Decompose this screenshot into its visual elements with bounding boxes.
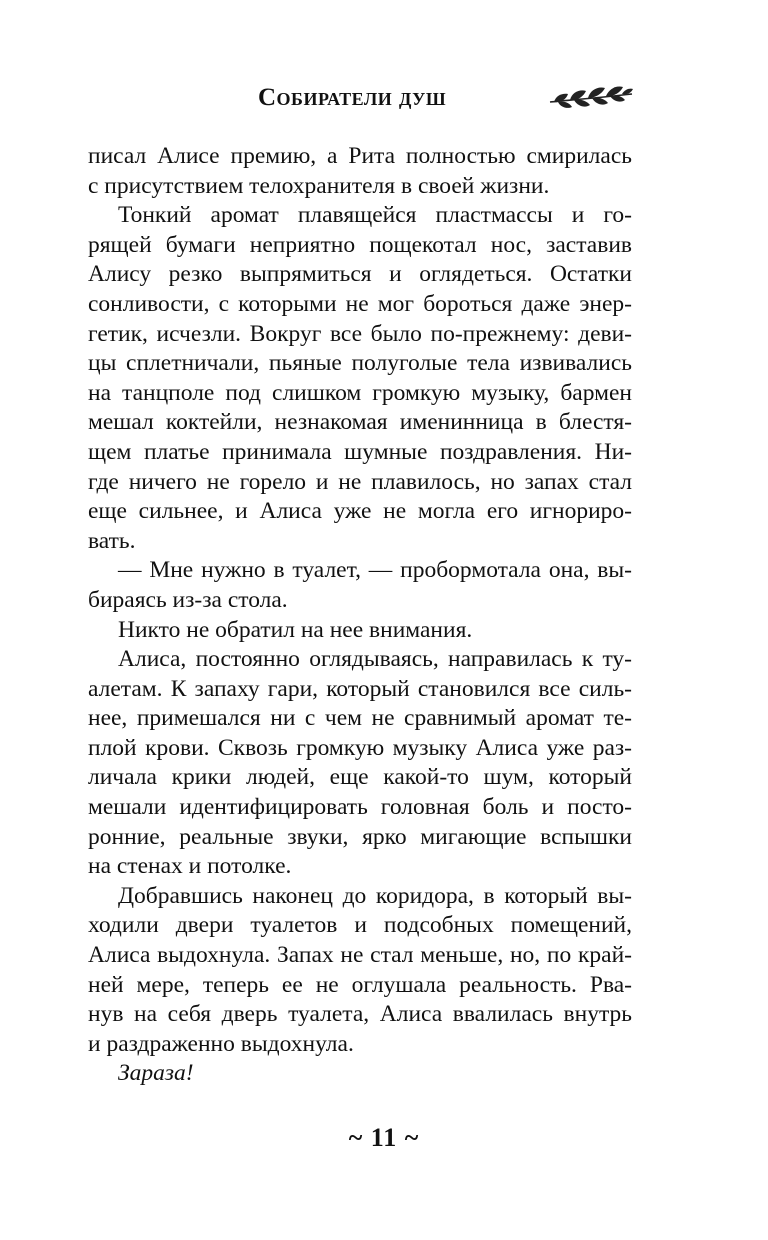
leaf-branch-icon [548,82,634,116]
text-line: на стенах и потолке. [88,853,292,880]
body-text [88,142,632,1089]
text-line: Добравшись наконец до коридора, в который вы- [118,882,632,909]
text-line: Алиса выдохнула. Запах не стал меньше, но, по край- [88,942,632,969]
text-line: с присутствием телохранителя в своей жизни. [88,172,550,199]
text-line: — Мне нужно в туалет, — пробормотала она, вы- [118,557,632,584]
text-line: нув на себя дверь туалета, Алиса ввалилась внутрь [88,1001,632,1028]
text-line: вать. [88,527,136,554]
text-line: рящей бумаги неприятно пощекотал нос, заставив [88,231,632,258]
text-line: гетик, исчезли. Вокруг все было по-прежнему: деви- [88,320,632,347]
text-line: Алису резко выпрямиться и оглядеться. Остатки [88,261,632,288]
text-line: и раздраженно выдохнула. [88,1030,354,1057]
page-number: ~ 11 ~ [348,1123,420,1152]
text-line: личала крики людей, еще какой-то шум, который [88,764,632,791]
text-line: ходили двери туалетов и подсобных помещений, [88,912,632,939]
text-line: ронние, реальные звуки, ярко мигающие вспышки [88,823,632,850]
text-line: писал Алисе премию, а Рита полностью смирилась [88,143,632,169]
text-line: мешал коктейли, незнакомая именинница в блестя- [88,409,632,436]
text-line: плой крови. Сквозь громкую музыку Алиса уже раз- [88,734,632,761]
text-line: Алиса, постоянно оглядываясь, направилась к ту- [118,646,632,673]
text-line: бираясь из-за стола. [88,586,288,613]
text-line: на танцполе под слишком громкую музыку, бармен [88,379,632,406]
text-line: еще сильнее, и Алиса уже не могла его игнориро- [88,498,632,525]
text-line: щем платье принимала шумные поздравления. Ни- [88,438,632,465]
text-line: где ничего не горело и не плавилось, но запах стал [88,468,632,495]
page-header [0,80,768,124]
text-line: Тонкий аромат плавящейся пластмассы и го- [118,202,632,229]
text-line: нее, примешался ни с чем не сравнимый аромат те- [88,705,632,732]
text-line: сонливости, с которыми не мог бороться даже энер- [88,290,632,317]
text-line: ней мере, теперь ее не оглушала реальность. Рва- [88,971,632,998]
text-line: мешали идентифицировать головная боль и посто- [88,794,632,821]
text-line: алетам. К запаху гари, который становился все силь- [88,675,632,702]
text-line: цы сплетничали, пьяные полуголые тела извивались [88,350,632,377]
text-line: Зараза! [118,1060,194,1087]
running-title: Собиратели душ [258,84,447,111]
text-line: Никто не обратил на нее внимания. [118,616,473,643]
